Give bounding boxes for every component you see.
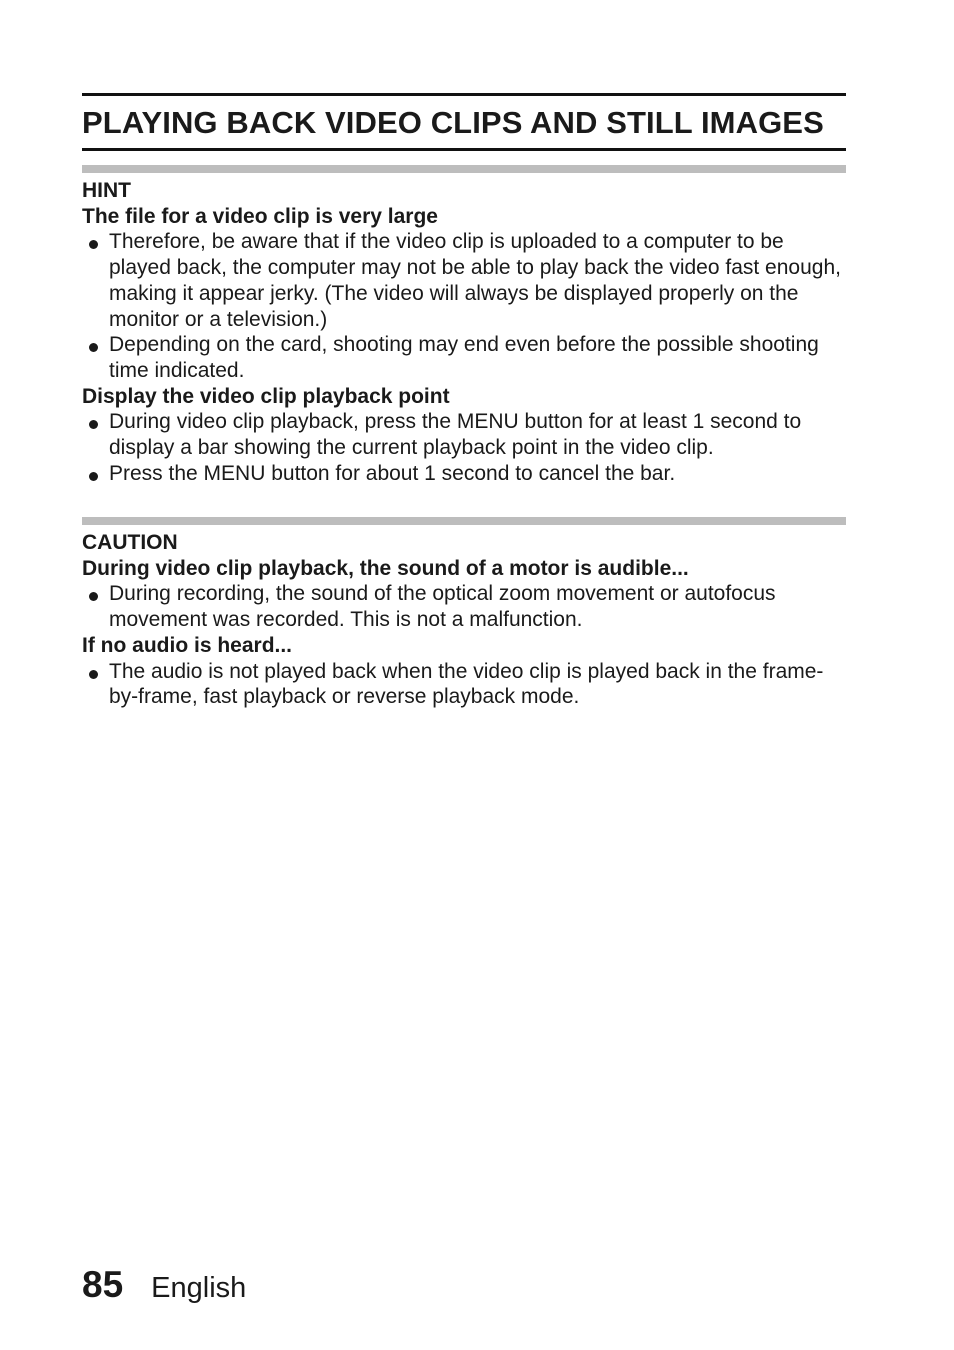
- list-item: [82, 581, 846, 632]
- hint-section: [82, 178, 846, 486]
- caution-section: [82, 530, 846, 710]
- bullet-icon: [89, 592, 98, 601]
- list-item-text: Therefore, be aware that if the video clip is uploaded to a computer to be played back, the computer may not be able to play back the video fast enough, making it appear jerky. (The video will always be displayed properly on the monitor or a television.): [109, 230, 841, 331]
- language-label: English: [151, 1272, 247, 1304]
- hint-heading-playback-point: Display the video clip playback point: [82, 384, 450, 408]
- list-item-text: Press the MENU button for about 1 second to cancel the bar.: [109, 461, 676, 485]
- bullet-icon: [89, 343, 98, 352]
- caution-heading-motor-sound: During video clip playback, the sound of a motor is audible...: [82, 556, 689, 580]
- hint-heading-large-file: The file for a video clip is very large: [82, 204, 438, 228]
- caution-divider-bar: [82, 517, 846, 525]
- list-item-text: Depending on the card, shooting may end even before the possible shooting time indicated.: [109, 333, 819, 382]
- list-item: [82, 461, 846, 487]
- list-item: [82, 409, 846, 460]
- caution-motor-sound-list: [82, 581, 846, 632]
- caution-no-audio-list: [82, 659, 846, 710]
- list-item: [82, 332, 846, 383]
- page-title-block: [82, 93, 846, 151]
- hint-label: HINT: [82, 179, 131, 202]
- list-item: [82, 229, 846, 332]
- page-title: PLAYING BACK VIDEO CLIPS AND STILL IMAGES: [82, 105, 824, 140]
- caution-heading-no-audio: If no audio is heard...: [82, 633, 293, 657]
- hint-playback-point-list: [82, 409, 846, 486]
- bullet-icon: [89, 420, 98, 429]
- bullet-icon: [89, 472, 98, 481]
- hint-large-file-list: [82, 229, 846, 383]
- caution-label: CAUTION: [82, 531, 178, 554]
- hint-divider-bar: [82, 165, 846, 173]
- page-footer: [82, 1262, 246, 1312]
- bullet-icon: [89, 240, 98, 249]
- list-item-text: During video clip playback, press the MENU button for at least 1 second to display a bar showing the current playback point in the video clip.: [109, 410, 802, 460]
- list-item-text: During recording, the sound of the optical zoom movement or autofocus movement was recorded. This is not a malfunction.: [109, 582, 776, 632]
- page-number: 85: [82, 1264, 124, 1305]
- list-item-text: The audio is not played back when the video clip is played back in the frame-by-frame, fast playback or reverse playback mode.: [109, 659, 824, 709]
- list-item: [82, 659, 846, 710]
- bullet-icon: [89, 670, 98, 679]
